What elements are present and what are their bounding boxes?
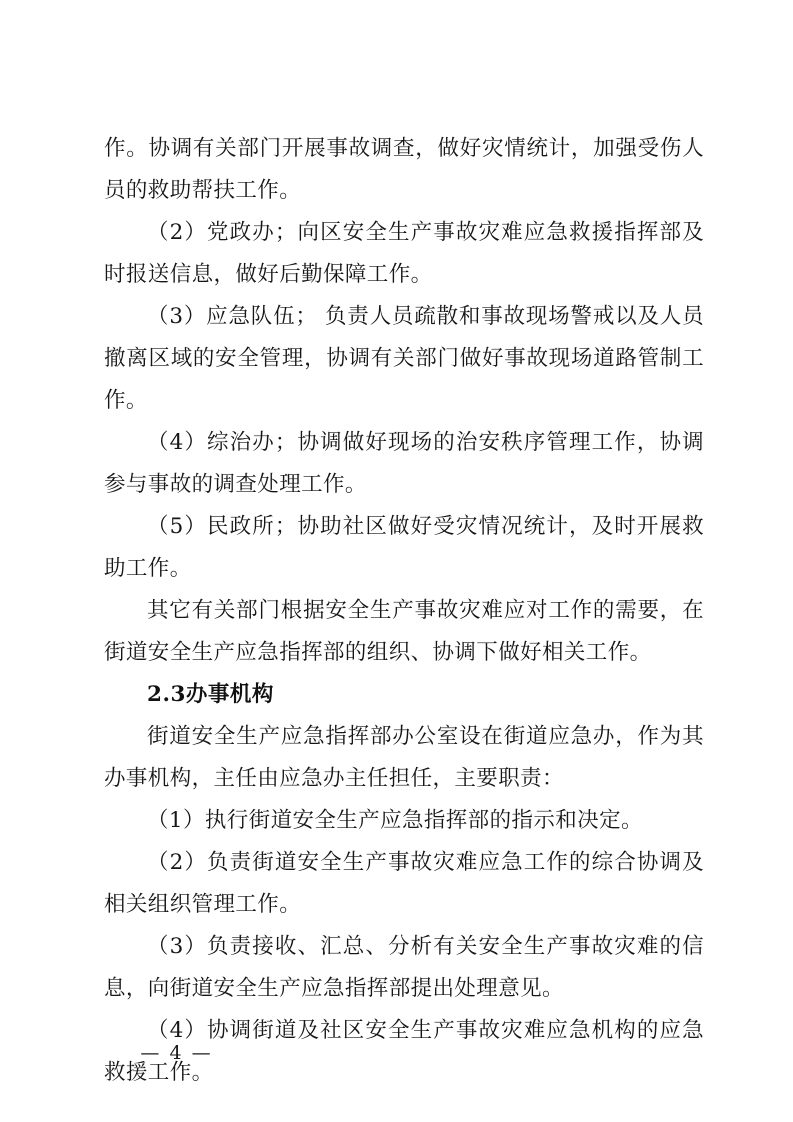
section-heading-text: 办事机构 [185,682,274,707]
paragraph: （5）民政所；协助社区做好受灾情况统计，及时开展救助工作。 [104,514,704,581]
section-heading [104,674,704,716]
paragraph: （2）负责街道安全生产事故灾难应急工作的综合协调及相关组织管理工作。 [104,850,704,917]
document-body [104,128,704,1094]
section-number: 2.3 [147,682,186,707]
paragraph: （4）协调街道及社区安全生产事故灾难应急机构的应急救援工作。 [104,1018,704,1085]
paragraph: （2）党政办；向区安全生产事故灾难应急救援指挥部及时报送信息，做好后勤保障工作。 [104,220,704,287]
page-footer [0,1042,793,1064]
paragraph: 街道安全生产应急指挥部办公室设在街道应急办，作为其办事机构，主任由应急办主任担任，主要职责： [104,724,704,791]
page-number: — 4 — [140,1042,213,1064]
paragraph: 其它有关部门根据安全生产事故灾难应对工作的需要，在街道安全生产应急指挥部的组织、协调下做好相关工作。 [104,598,704,665]
paragraph: （1）执行街道安全生产应急指挥部的指示和决定。 [147,808,643,833]
paragraph: （3）应急队伍； 负责人员疏散和事故现场警戒以及人员撤离区域的安全管理，协调有关部门做好事故现场道路管制工作。 [104,304,704,413]
paragraph: （4）综治办；协调做好现场的治安秩序管理工作，协调参与事故的调查处理工作。 [104,430,704,497]
paragraph: （3）负责接收、汇总、分析有关安全生产事故灾难的信息，向街道安全生产应急指挥部提出处理意见。 [104,934,704,1001]
paragraph: 作。协调有关部门开展事故调查，做好灾情统计，加强受伤人员的救助帮扶工作。 [104,136,704,203]
